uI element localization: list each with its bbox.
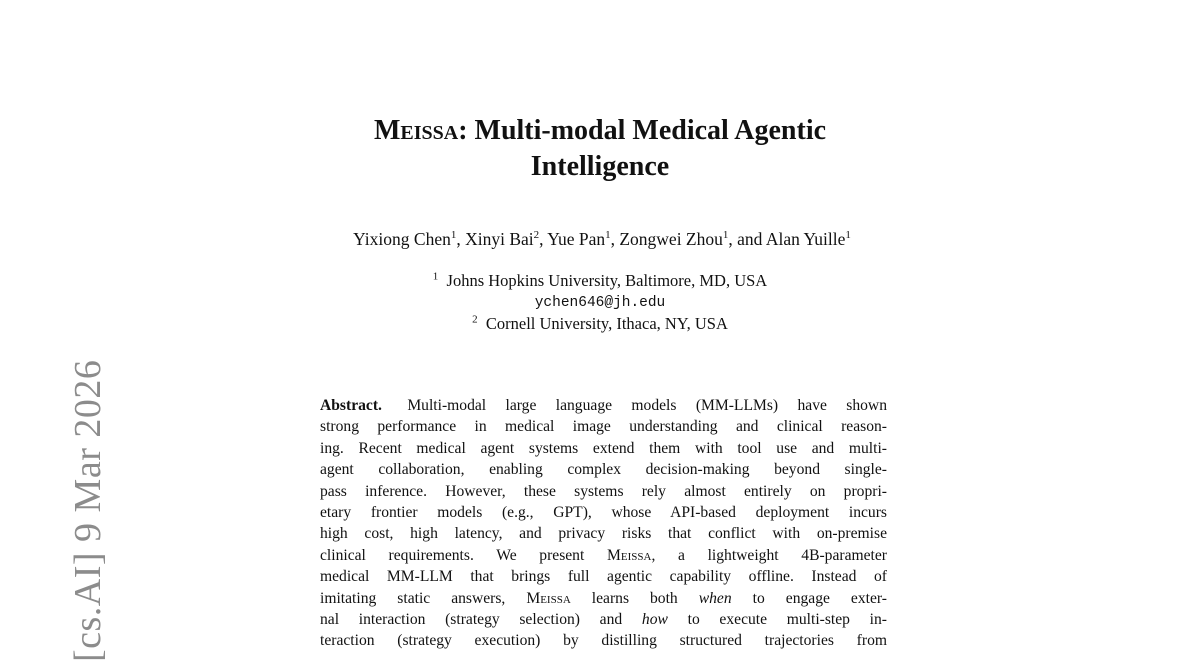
- author: Alan Yuille: [765, 229, 846, 249]
- affiliation-2-text: Cornell University, Ithaca, NY, USA: [485, 314, 728, 333]
- abstract-line: pass inference. However, these systems rely almost entirely on propri-: [320, 482, 887, 500]
- abstract-line: etary frontier models (e.g., GPT), whose API-based deployment incurs: [320, 504, 887, 522]
- abstract-line: [320, 609, 887, 630]
- author-affil-mark: 1: [605, 229, 611, 242]
- arxiv-side-stamp: [26, 342, 109, 662]
- paper-title: [0, 113, 1200, 185]
- author-affil-mark: 1: [845, 229, 851, 242]
- author-separator: ,: [456, 229, 466, 249]
- title-system-name: Meissa: [373, 115, 459, 146]
- abstract-line: high cost, high latency, and privacy risks that conflict with on-premise: [320, 525, 887, 543]
- abstract-line: [320, 588, 887, 609]
- author-affil-mark: 1: [450, 229, 457, 242]
- author: Zongwei Zhou: [619, 229, 723, 249]
- author: Yue Pan: [547, 229, 606, 249]
- author: Xinyi Bai: [465, 229, 534, 249]
- abstract-text: nal interaction (strategy selection) and: [320, 611, 623, 629]
- author-separator: , and: [728, 229, 766, 249]
- abstract-text: learns both: [591, 589, 678, 607]
- author-separator: ,: [610, 229, 620, 249]
- abstract-emphasis: how: [641, 611, 668, 629]
- abstract-text: , a lightweight 4B-parameter: [651, 546, 887, 564]
- abstract-line: medical MM-LLM that brings full agentic capability offline. Instead of: [320, 568, 887, 586]
- author-list: [0, 226, 1204, 252]
- abstract-emphasis: when: [698, 589, 732, 607]
- abstract-line: [320, 395, 887, 416]
- title-line-1: [0, 113, 1200, 149]
- abstract-line: strong performance in medical image understanding and clinical reason-: [320, 418, 887, 436]
- abstract-line: teraction (strategy execution) by distilling structured trajectories from: [320, 632, 887, 650]
- abstract-line: [320, 545, 887, 566]
- affiliation-2-mark: 2: [472, 313, 478, 326]
- abstract-text: to engage exter-: [752, 589, 887, 607]
- title-line-2: Intelligence: [530, 151, 670, 182]
- author: Yixiong Chen: [353, 229, 451, 249]
- abstract-system-name: Meissa: [526, 589, 571, 607]
- affiliation-1-mark: 1: [432, 270, 439, 283]
- arxiv-stamp-text: [cs.AI] 9 Mar 2026: [67, 359, 109, 662]
- abstract-line: ing. Recent medical agent systems extend them with tool use and multi-: [320, 439, 887, 457]
- abstract-text: clinical requirements. We present: [320, 546, 585, 564]
- abstract-system-name: Meissa: [607, 546, 652, 564]
- abstract-text: Multi-modal large language models (MM-LLMs) have shown: [407, 397, 887, 414]
- author-affil-mark: 1: [722, 229, 729, 242]
- title-rest: : Multi-modal Medical Agentic: [458, 115, 827, 146]
- abstract: [320, 395, 887, 652]
- affiliation-1: [0, 270, 1200, 292]
- author-separator: ,: [539, 229, 548, 249]
- affiliation-1-text: Johns Hopkins University, Baltimore, MD, USA: [446, 271, 768, 290]
- abstract-text: to execute multi-step in-: [687, 611, 887, 629]
- abstract-line: agent collaboration, enabling complex decision-making beyond single-: [320, 461, 887, 479]
- abstract-text: imitating static answers,: [320, 589, 506, 607]
- affiliation-2: [0, 313, 1200, 335]
- abstract-keyword: Abstract.: [320, 397, 382, 414]
- author-email[interactable]: ychen646@jh.edu: [534, 295, 666, 311]
- author-affil-mark: 2: [533, 229, 540, 242]
